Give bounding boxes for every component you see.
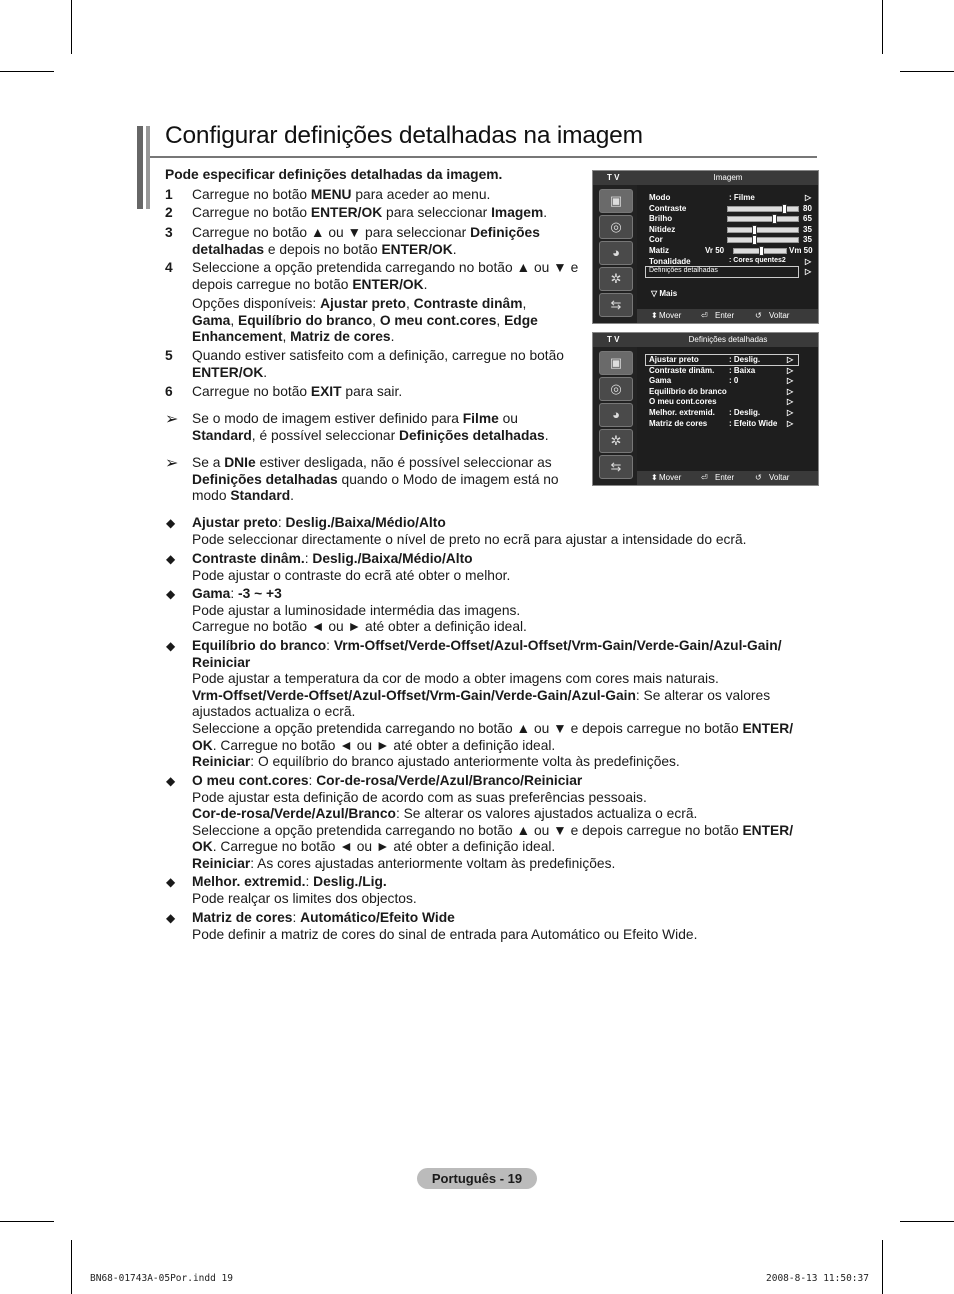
osd-row-value: : Efeito Wide [729,418,778,428]
right-arrow-icon: ▷ [787,418,794,428]
osd-slider [727,227,799,233]
crop-mark [71,1240,72,1294]
note-text: Se o modo de imagem estiver definido para Filme ou Standard, é possível seleccionar Definições detalhadas. [192,411,549,443]
osd-picture-menu [592,170,819,324]
bullet-text: Melhor. extremid.: Deslig./Lig. Pode realçar os limites dos objectos. [192,874,417,906]
slider-knob [752,225,757,235]
osd-move-label: Mover [659,311,682,320]
bullet-diamond-icon: ◆ [166,774,176,788]
right-arrow-icon: ▷ [787,397,794,407]
crop-mark [71,0,72,54]
bullet-diamond-icon: ◆ [166,911,176,925]
osd-row-value: : Cores quentes2 [729,256,786,264]
osd-more-label: ▽ Mais [651,289,678,298]
picture-icon: ▣ [599,189,633,213]
step-number: 6 [165,384,173,399]
slider-knob [772,214,777,224]
osd-detailed-menu [592,332,819,486]
right-arrow-icon: ▷ [787,376,794,386]
input-icon: ⇆ [599,293,633,317]
osd-row-label: Brilho [649,214,673,224]
slider-knob [752,235,757,245]
bullet-text: O meu cont.cores: Cor-de-rosa/Verde/Azul/Branco/Reiniciar Pode ajustar esta definição de acordo com as suas preferências pessoais. Cor-de-rosa/Verde/Azul/Branco: Se alterar os valores ajustados actualiza o ecrã. Seleccione a opção pretendida carregando no botão ▲ ou ▼ e depois carregue no botão ENTER/ OK. Carregue no botão ◄ ou ► até obter a definição ideal. Reiniciar: As cores ajustadas anteriormente voltam às predefinições. [192,773,794,871]
return-icon: ↺ [755,473,762,482]
right-arrow-icon: ▷ [805,193,812,202]
osd-panel [637,185,818,309]
bullet-diamond-icon: ◆ [166,516,176,530]
print-slug-right: 2008-8-13 11:50:37 [766,1273,869,1284]
step-text: Opções disponíveis: Ajustar preto, Contraste dinâm, Gama, Equilíbrio do branco, O meu cont.cores, Edge Enhancement, Matriz de cores. [192,296,538,345]
osd-enter-label: Enter [715,473,735,482]
crop-mark [882,0,883,54]
crop-mark [882,1240,883,1294]
setup-icon: ✲ [599,267,633,291]
osd-row-label: Ajustar preto [649,355,699,364]
bullet-diamond-icon: ◆ [166,552,176,566]
osd-back-label: Voltar [769,473,790,482]
osd-row-value: : Filme [729,193,755,202]
bullet-diamond-icon: ◆ [166,875,176,889]
osd-row-label: Equilíbrio do branco [649,386,727,396]
osd-header [593,171,818,185]
step-text: Quando estiver satisfeito com a definição, carregue no botão ENTER/OK. [192,348,564,380]
step-text: Carregue no botão ENTER/OK para seleccionar Imagem. [192,205,548,220]
bullet-text: Equilíbrio do branco: Vrm-Offset/Verde-Offset/Azul-Offset/Vrm-Gain/Verde-Gain/Azul-Gain/ Reiniciar Pode ajustar a temperatura da cor de modo a obter imagens com cores mais naturais. Vrm-Offset/Verde-Offset/Azul-Offset/Vrm-Gain/Verde-Gain/Azul-Gain: Se alterar os valores ajustados actualiza o ecrã. Seleccione a opção pretendida carregando no botão ▲ ou ▼ e depois carregue no botão ENTER/ OK. Carregue no botão ◄ ou ► até obter a definição ideal. Reiniciar: O equilíbrio do branco ajustado anteriormente volta às predefinições. [192,638,794,770]
note-arrow-icon: ➢ [165,411,179,428]
osd-row-value: : Deslig. [729,355,761,364]
title-accent-bar [146,126,150,209]
page-title: Configurar definições detalhadas na imagem [165,122,643,149]
bullet-text: Gama: -3 ~ +3 Pode ajustar a luminosidade intermédia das imagens. Carregue no botão ◄ ou ► até obter a definição ideal. [192,586,527,635]
osd-row-label: Melhor. extremid. [649,408,715,417]
enter-icon: ⏎ [701,311,708,320]
title-rule [150,156,817,158]
print-slug-left: BN68-01743A-05Por.indd 19 [90,1273,233,1284]
right-arrow-icon: ▷ [805,267,812,277]
osd-row-label: Gama [649,376,672,386]
bullet-diamond-icon: ◆ [166,639,176,653]
osd-title: Imagem [713,173,743,182]
bullet-text: Matriz de cores: Automático/Efeito Wide Pode definir a matriz de cores do sinal de entrada para Automático ou Efeito Wide. [192,910,698,942]
osd-slider [727,237,799,243]
channel-icon: ◕ [599,403,633,427]
sound-icon: ◎ [599,377,633,401]
osd-slider [733,248,787,254]
crop-mark [900,71,954,72]
step-number: 4 [165,260,173,275]
right-arrow-icon: ▷ [787,386,794,396]
osd-selection-box [645,354,799,366]
osd-back-label: Voltar [769,311,790,320]
osd-row-label: Nitidez [649,224,676,234]
crop-mark [0,71,54,72]
slider-knob [759,246,764,256]
osd-panel [637,347,818,471]
osd-row-label: Definições detalhadas [649,267,718,275]
osd-row-label: Contraste [649,203,687,213]
page-number-badge: Português - 19 [417,1168,537,1189]
picture-icon: ▣ [599,351,633,375]
step-number: 1 [165,187,173,202]
osd-row-value: : 0 [729,376,739,386]
osd-row-number: 80 [803,203,812,213]
step-number: 5 [165,348,173,363]
note-text: Se a DNIe estiver desligada, não é possível seleccionar as Definições detalhadas quando o Modo de imagem está no modo Standard. [192,455,559,504]
osd-move-label: Mover [659,473,682,482]
step-text: Carregue no botão ▲ ou ▼ para seleccionar Definições detalhadas e depois no botão ENTER/OK. [192,225,540,257]
osd-row-label: Cor [649,235,663,245]
bullet-text: Contraste dinâm.: Deslig./Baixa/Médio/Alto Pode ajustar o contraste do ecrã até obter o melhor. [192,551,511,583]
return-icon: ↺ [755,311,762,320]
osd-row-label: Matriz de cores [649,418,708,428]
osd-row-number: 65 [803,214,812,224]
osd-footer [637,309,818,323]
step-text: Carregue no botão EXIT para sair. [192,384,403,399]
osd-row-label: Matiz [649,246,669,255]
enter-icon: ⏎ [701,473,708,482]
osd-row-number: 35 [803,235,812,245]
intro-text: Pode especificar definições detalhadas da imagem. [165,167,503,182]
osd-row-left-value: Vr 50 [705,246,725,255]
title-accent-bar [137,126,143,209]
crop-mark [900,1221,954,1222]
osd-row-number: 35 [803,224,812,234]
step-number: 3 [165,225,173,240]
updown-icon: ⬍ [651,311,658,320]
osd-row-value: : Baixa [729,365,756,375]
right-arrow-icon: ▷ [787,408,794,417]
step-number: 2 [165,205,173,220]
osd-row-label: Tonalidade [649,256,691,266]
slider-knob [782,204,787,214]
osd-row-label: Modo [649,193,671,202]
note-arrow-icon: ➢ [165,455,179,472]
bullet-diamond-icon: ◆ [166,587,176,601]
input-icon: ⇆ [599,455,633,479]
crop-mark [0,1221,54,1222]
right-arrow-icon: ▷ [805,256,812,266]
osd-row-right-value: Vm 50 [789,246,813,255]
right-arrow-icon: ▷ [787,355,794,364]
sound-icon: ◎ [599,215,633,239]
osd-row-value: : Deslig. [729,408,761,417]
osd-footer [637,471,818,485]
step-text: Carregue no botão MENU para aceder ao menu. [192,187,491,202]
osd-tv-label: T V [607,173,620,182]
osd-header [593,333,818,347]
right-arrow-icon: ▷ [787,365,794,375]
osd-title: Definições detalhadas [688,335,768,344]
osd-enter-label: Enter [715,311,735,320]
osd-slider [727,216,799,222]
osd-selection-box [645,266,799,278]
step-text: Seleccione a opção pretendida carregando no botão ▲ ou ▼ e depois carregue no botão ENTER/OK. [192,260,579,292]
channel-icon: ◕ [599,241,633,265]
osd-row-label: Contraste dinâm. [649,365,715,375]
osd-slider [727,206,799,212]
bullet-text: Ajustar preto: Deslig./Baixa/Médio/Alto Pode seleccionar directamente o nível de preto no ecrã para ajustar a intensidade do ecrã. [192,515,747,547]
osd-tv-label: T V [607,335,620,344]
updown-icon: ⬍ [651,473,658,482]
osd-row-label: O meu cont.cores [649,397,717,407]
setup-icon: ✲ [599,429,633,453]
